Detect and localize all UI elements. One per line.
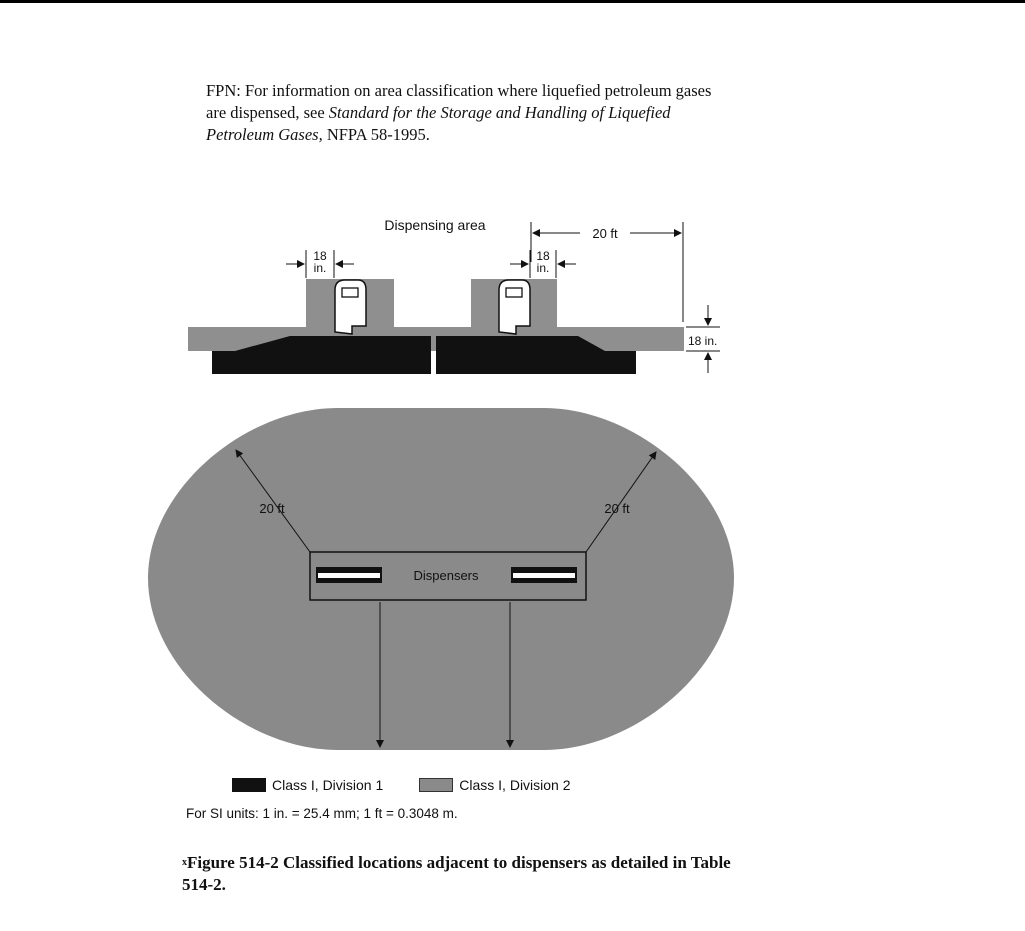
dispensing-area-label: Dispensing area xyxy=(384,217,486,233)
fpn-standard-title: Standard for the Storage and Handling of Liquefied Petroleum Gases, xyxy=(206,103,671,144)
dimension-18-left-top: 18 xyxy=(313,249,327,263)
radius-right-label: 20 ft xyxy=(604,501,630,516)
legend-item-division2 xyxy=(419,777,570,793)
dispenser-plan-left xyxy=(316,567,382,583)
elevation-view xyxy=(188,217,720,374)
plan-view xyxy=(148,408,734,750)
radius-left-label: 20 ft xyxy=(259,501,285,516)
dimension-18-right-top: 18 xyxy=(536,249,550,263)
dispenser-left xyxy=(335,280,366,334)
dispensers-label: Dispensers xyxy=(413,568,479,583)
figure-caption xyxy=(182,852,742,896)
legend-swatch-division2 xyxy=(419,778,453,792)
legend-label-division2: Class I, Division 2 xyxy=(459,777,571,793)
legend-item-division1 xyxy=(232,777,383,793)
si-units-note: For SI units: 1 in. = 25.4 mm; 1 ft = 0.3048 m. xyxy=(186,806,458,821)
dispenser-right xyxy=(499,280,530,334)
caption-mark: x xyxy=(182,857,187,868)
legend xyxy=(232,775,607,795)
dispenser-plan-right xyxy=(511,567,577,583)
legend-swatch-division1 xyxy=(232,778,266,792)
dimension-18-left-bottom: in. xyxy=(313,261,327,275)
fpn-text: FPN: For information on area classification where liquefied petroleum gases are dispensed, see xyxy=(206,81,712,122)
fpn-suffix: NFPA 58-1995. xyxy=(322,125,430,144)
legend-label-division1: Class I, Division 1 xyxy=(272,777,384,793)
dimension-20ft-label: 20 ft xyxy=(592,226,618,241)
caption-text: Figure 514-2 Classified locations adjacent to dispensers as detailed in Table 514-2. xyxy=(182,853,731,894)
dimension-18in-vertical-label: 18 in. xyxy=(688,334,718,348)
dimension-18-right-bottom: in. xyxy=(536,261,550,275)
